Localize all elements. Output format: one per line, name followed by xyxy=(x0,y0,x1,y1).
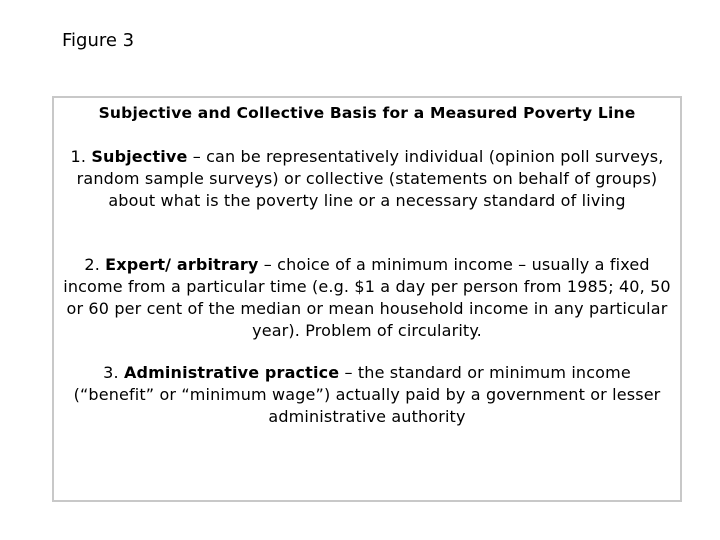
box-title: Subjective and Collective Basis for a Measured Poverty Line xyxy=(98,104,636,122)
item-term: Administrative practice xyxy=(123,363,340,382)
item-term: Subjective xyxy=(91,147,188,166)
item-subjective xyxy=(54,146,680,212)
item-text: – the standard or minimum income (“benefit” or “minimum wage”) actually paid by a government or lesser administrative authority xyxy=(73,363,661,426)
item-number: 1. xyxy=(70,147,92,166)
item-number: 2. xyxy=(84,255,106,274)
figure-label: Figure 3 xyxy=(62,30,135,51)
definition-box xyxy=(52,96,682,502)
item-administrative-practice xyxy=(54,362,680,428)
item-text: – choice of a minimum income – usually a fixed income from a particular time (e.g. $1 a day per person from 1985; 40, 50 or 60 per cent of the median or mean household income in any particular year). Problem of circularity. xyxy=(63,255,671,340)
item-number: 3. xyxy=(103,363,124,382)
item-term: Expert/ arbitrary xyxy=(105,255,259,274)
item-expert-arbitrary xyxy=(54,254,680,342)
item-text: – can be representatively individual (opinion poll surveys, random sample surveys) or collective (statements on behalf of groups) about what is the poverty line or a necessary standard of living xyxy=(76,147,664,210)
